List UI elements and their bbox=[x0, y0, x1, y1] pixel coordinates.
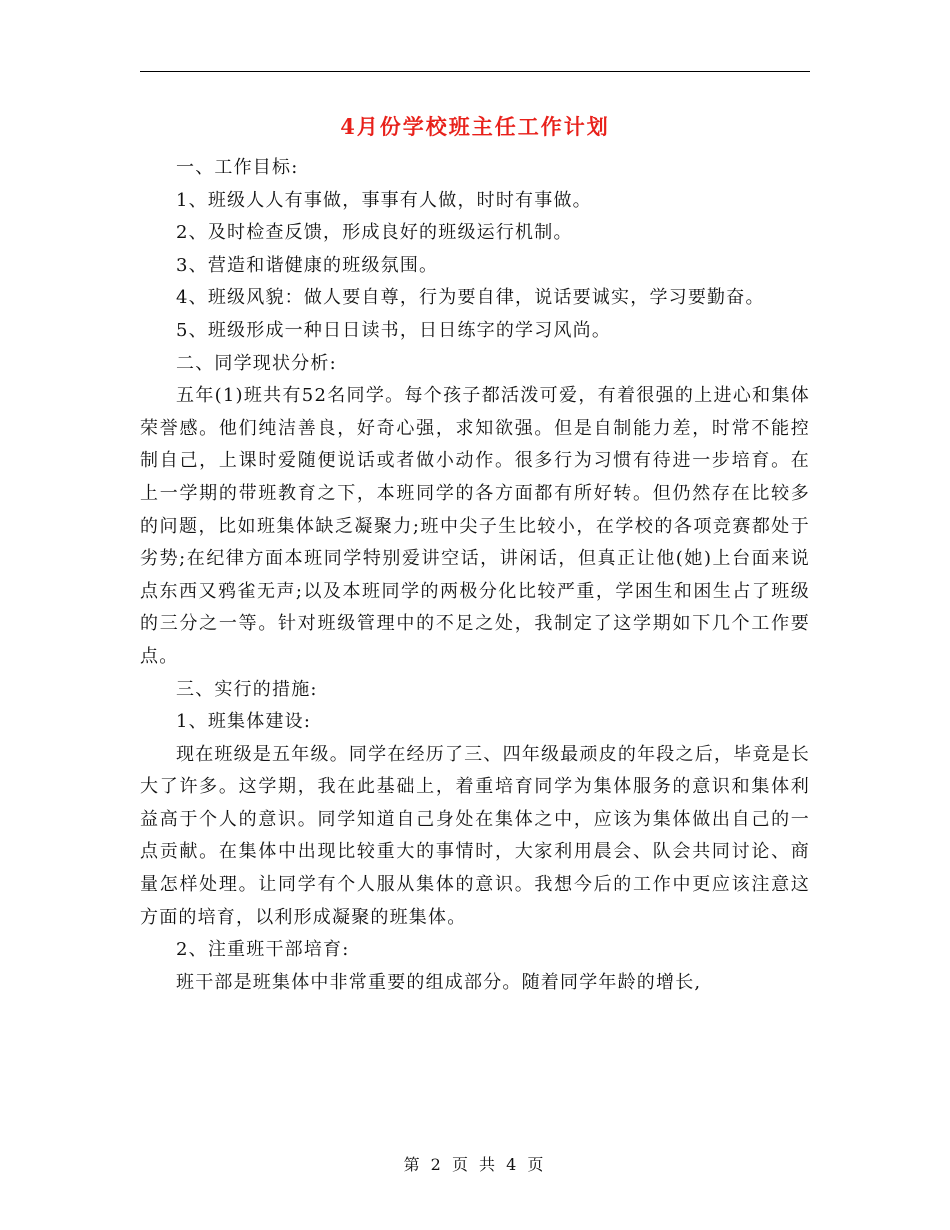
goal-item-5: 5、班级形成一种日日读书，日日练字的学习风尚。 bbox=[176, 319, 612, 341]
measure-paragraph-1: 现在班级是五年级。同学在经历了三、四年级最顽皮的年段之后，毕竟是长大了许多。这学期，我在此基础上，着重培育同学为集体服务的意识和集体利益高于个人的意识。同学知道自己身处在集体之中，应该为集体做出自己的一点贡献。在集体中出现比较重大的事情时，大家利用晨会、队会共同讨论、商量怎样处理。让同学有个人服从集体的意识。我想今后的工作中更应该注意这方面的培育，以利形成凝聚的班集体。 bbox=[140, 743, 810, 928]
section-heading-analysis: 二、同学现状分析: bbox=[176, 352, 337, 374]
page-number: 第 2 页 共 4 页 bbox=[403, 1155, 547, 1174]
header-rule bbox=[140, 71, 810, 72]
document-title: 4月份学校班主任工作计划 bbox=[340, 114, 610, 139]
analysis-paragraph: 五年(1)班共有52名同学。每个孩子都活泼可爱，有着很强的上进心和集体荣誉感。他们纯洁善良，好奇心强，求知欲强。但是自制能力差，时常不能控制自己，上课时爱随便说话或者做小动作。很多行为习惯有待进一步培育。在上一学期的带班教育之下，本班同学的各方面都有所好转。但仍然存在比较多的问题，比如班集体缺乏凝聚力;班中尖子生比较小，在学校的各项竞赛都处于劣势;在纪律方面本班同学特别爱讲空话，讲闲话，但真正让他(她)上台面来说点东西又鸦雀无声;以及本班同学的两极分化比较严重，学困生和困生占了班级的三分之一等。针对班级管理中的不足之处，我制定了这学期如下几个工作要点。 bbox=[140, 385, 810, 667]
measure-paragraph-2: 班干部是班集体中非常重要的组成部分。随着同学年龄的增长, bbox=[176, 971, 702, 993]
goal-item-4: 4、班级风貌：做人要自尊，行为要自律，说话要诚实，学习要勤奋。 bbox=[176, 287, 765, 309]
goal-item-3: 3、营造和谐健康的班级氛围。 bbox=[176, 254, 439, 276]
document-body bbox=[140, 152, 810, 999]
measure-heading-1: 1、班集体建设: bbox=[176, 711, 312, 733]
measure-heading-2: 2、注重班干部培育: bbox=[176, 939, 350, 961]
section-heading-goals: 一、工作目标: bbox=[176, 157, 299, 178]
section-heading-measures: 三、实行的措施: bbox=[176, 678, 318, 700]
goal-item-1: 1、班级人人有事做，事事有人做，时时有事做。 bbox=[176, 189, 592, 211]
goal-item-2: 2、及时检查反馈，形成良好的班级运行机制。 bbox=[176, 222, 573, 244]
